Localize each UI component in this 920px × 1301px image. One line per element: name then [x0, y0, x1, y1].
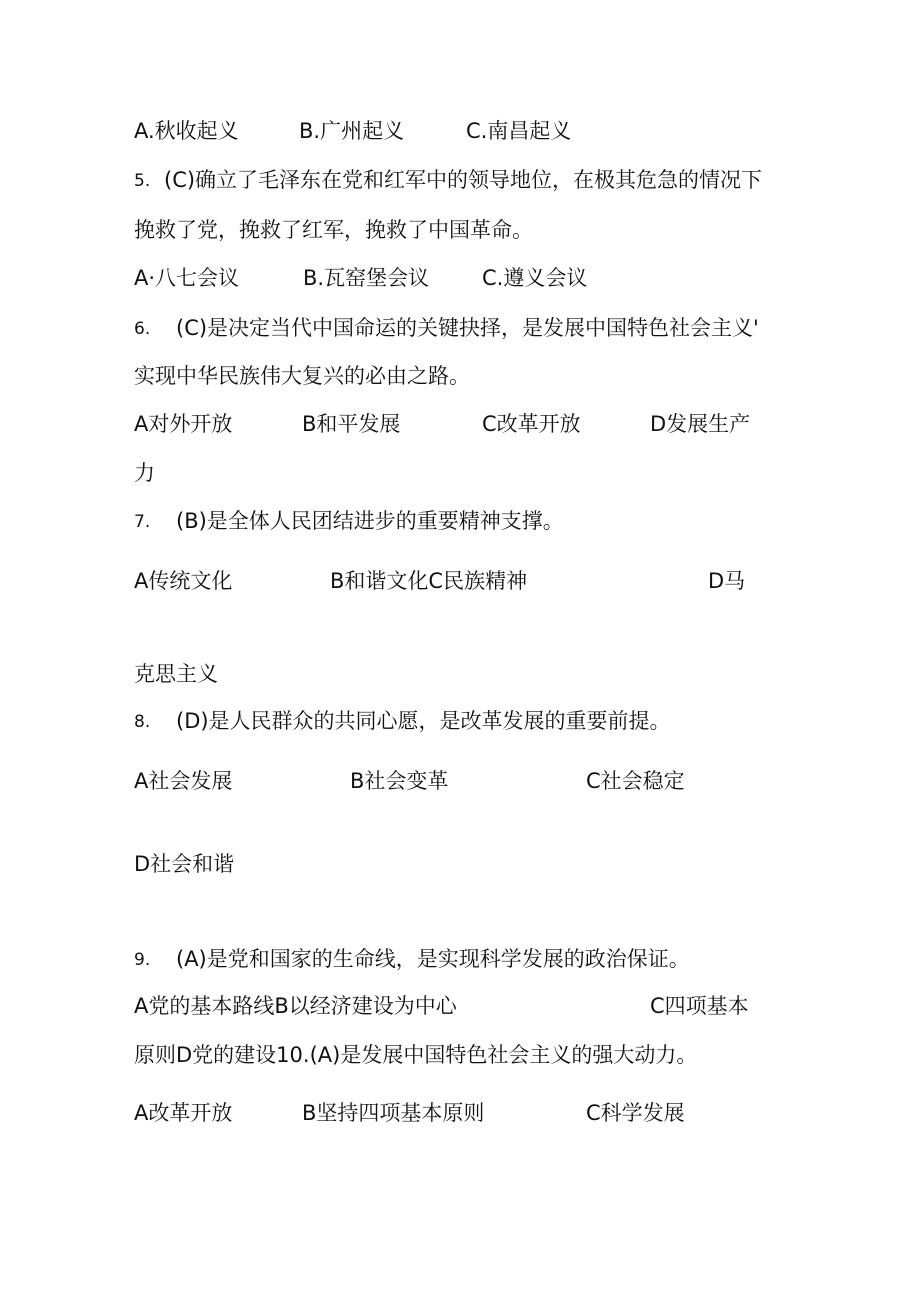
option-a: A社会发展 [134, 769, 233, 793]
option-continued-and-question-10: 原则D党的建设10.(A)是发展中国特色社会主义的强大动力。 [134, 1043, 698, 1067]
option-b: B.瓦窑堡会议 [303, 266, 430, 290]
option-c: C.遵义会议 [482, 266, 588, 290]
option-a: A对外开放 [134, 412, 233, 436]
option-d-continued: 克思主义 [134, 662, 218, 686]
option-a: A传统文化 [134, 569, 233, 593]
option-b: B坚持四项基本原则 [302, 1101, 485, 1125]
question-number: 7. [134, 512, 151, 532]
option-a: A改革开放 [134, 1101, 233, 1125]
question-number: 5. [134, 171, 151, 191]
option-c: C.南昌起义 [466, 119, 572, 143]
option-c: C科学发展 [586, 1101, 685, 1125]
option-a: A.秋收起义 [134, 119, 239, 143]
option-b: B和平发展 [302, 412, 401, 436]
option-d: D发展生产 [650, 412, 751, 436]
question-text: (B)是全体人民团结进步的重要精神支撑。 [176, 509, 564, 533]
question-number: 9. [134, 950, 151, 970]
question-text-continued: 实现中华民族伟大复兴的必由之路。 [134, 364, 470, 388]
question-text: (C)是决定当代中国命运的关键抉择，是发展中国特色社会主义' [176, 316, 759, 340]
option-a-b: A党的基本路线B以经济建设为中心 [134, 994, 457, 1018]
question-text-continued: 挽救了党，挽救了红军，挽救了中国革命。 [134, 218, 533, 242]
question-number: 6. [134, 319, 151, 339]
question-text: (A)是党和国家的生命线，是实现科学发展的政治保证。 [176, 947, 690, 971]
question-text: (D)是人民群众的共同心愿，是改革发展的重要前提。 [176, 709, 671, 733]
question-text: (C)确立了毛泽东在党和红军中的领导地位，在极其危急的情况下 [164, 168, 763, 192]
option-d: D社会和谐 [134, 852, 235, 876]
option-a: A·八七会议 [134, 266, 240, 290]
option-c: C改革开放 [482, 412, 581, 436]
option-c: C社会稳定 [586, 769, 685, 793]
option-c: C四项基本 [650, 994, 749, 1018]
option-b-c: B和谐文化C民族精神 [330, 569, 528, 593]
question-number: 8. [134, 712, 151, 732]
option-d: D马 [708, 569, 746, 593]
option-b: B.广州起义 [299, 119, 405, 143]
option-d-continued: 力 [134, 461, 155, 485]
option-b: B社会变革 [350, 769, 449, 793]
